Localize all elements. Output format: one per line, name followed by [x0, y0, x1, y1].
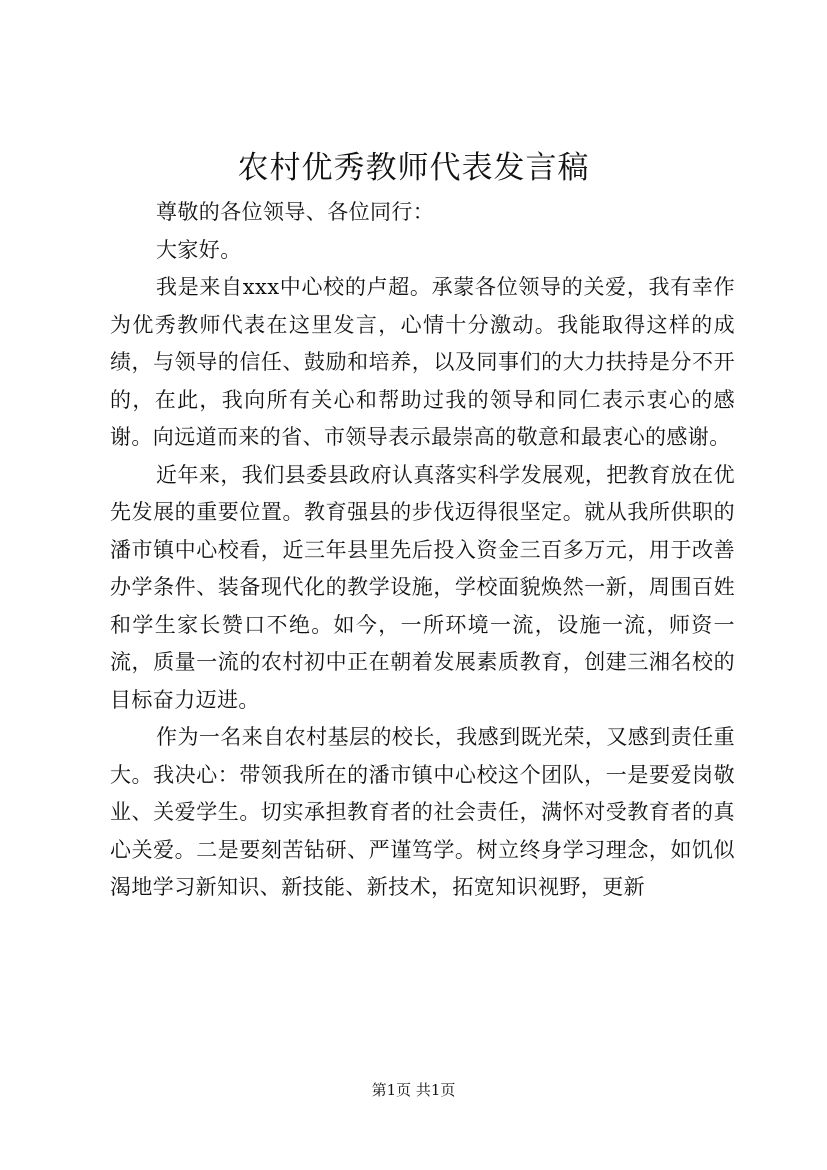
paragraph-greeting: 大家好。	[156, 237, 242, 262]
paragraph-introduction: 我是来自xxx中心校的卢超。承蒙各位领导的关爱，我有幸作为优秀教师代表在这里发言，心情十分激动。我能取得这样的成绩，与领导的信任、鼓励和培养，以及同事们的大力扶持是分不开的，在此，我向所有关心和帮助过我的领导和同仁表示衷心的感谢。向远道而来的省、市领导表示最崇高的敬意和最衷心的感谢。	[110, 275, 735, 449]
document-title: 农村优秀教师代表发言稿	[237, 150, 590, 186]
document-body	[110, 194, 735, 907]
paragraph-salutation: 尊敬的各位领导、各位同行：	[156, 200, 435, 224]
paragraph-resolution: 作为一名来自农村基层的校长，我感到既光荣，又感到责任重大。我决心：带领我所在的潘市镇中心校这个团队，一是要爱岗敬业、关爱学生。切实承担教育者的社会责任，满怀对受教育者的真心关爱。二是要刻苦钻研、严谨笃学。树立终身学习理念，如饥似渴地学习新知识、新技能、新技术，拓宽知识视野，更新	[110, 725, 735, 899]
paragraph-education-development: 近年来，我们县委县政府认真落实科学发展观，把教育放在优先发展的重要位置。教育强县的步伐迈得很坚定。就从我所供职的潘市镇中心校看，近三年县里先后投入资金三百多万元，用于改善办学条件、装备现代化的教学设施，学校面貌焕然一新，周围百姓和学生家长赞口不绝。如今，一所环境一流，设施一流，师资一流，质量一流的农村初中正在朝着发展素质教育，创建三湘名校的目标奋力迈进。	[110, 462, 735, 712]
page-number-footer: 第1页 共1页	[371, 1081, 456, 1099]
